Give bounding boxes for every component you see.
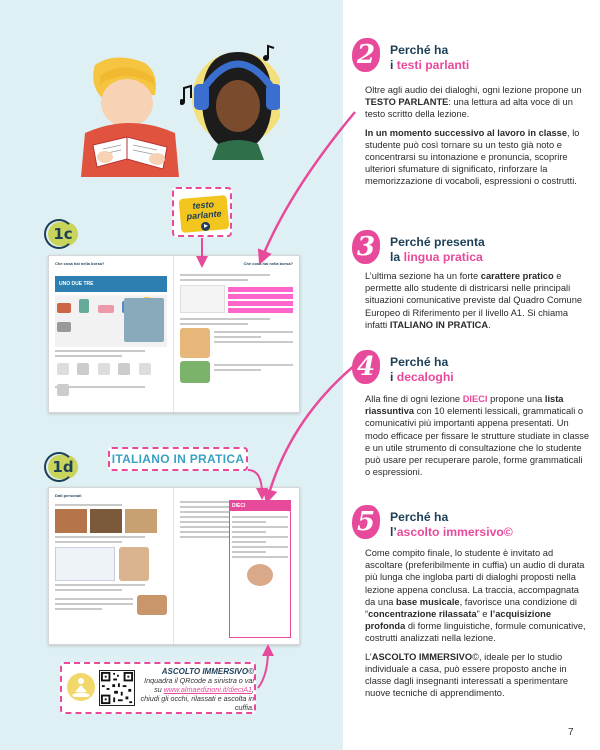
section-number: 4 xyxy=(352,350,380,384)
testo-parlante-sticker xyxy=(179,195,230,233)
meditation-icon xyxy=(66,672,96,704)
book-spread-1d xyxy=(48,487,300,645)
ascolto-line2: , chiudi gli occhi, rilassati e ascolta in cuffia. xyxy=(140,685,254,712)
lesson-badge-1c xyxy=(48,222,78,246)
page-header: Che cosa hai nella borsa? xyxy=(55,261,105,266)
testo-parlante-label: testo parlante xyxy=(186,199,222,222)
paragraph: In un momento successivo al lavoro in classe, lo studente può così tornare su un testo già noto e concentrarsi su intonazione e pronuncia, scoprire ulteriori sfumature di significato, rinforzare la memorizzazione di vocaboli, espressioni o costrutti. xyxy=(365,127,580,187)
title-line2: la xyxy=(390,250,404,264)
section-body xyxy=(365,547,590,705)
page-header: Che cosa hai nella borsa? xyxy=(243,261,293,266)
italiano-in-pratica-callout xyxy=(108,447,248,471)
ascolto-url-link[interactable]: www.almaedizioni.it/dieciA1 xyxy=(163,685,252,694)
italiano-in-pratica-label: ITALIANO IN PRATICA xyxy=(111,452,245,466)
paragraph: Alla fine di ogni lezione DIECI propone una lista riassuntiva con 10 elementi lessicali, grammaticali o comunicativi più importanti appena presentati. Un modo efficace per fissare le strutture studiate in classe e un utile strumento di consultazione che lo studente può usare per recuperare parole, forme grammaticali o espressioni. xyxy=(365,394,590,478)
dieci-box xyxy=(229,500,291,638)
title-line1: Perché presenta xyxy=(390,235,485,249)
spread-page-left xyxy=(49,256,174,412)
book-spread-1c xyxy=(48,255,300,413)
paragraph: Oltre agli audio dei dialoghi, ogni lezione propone un TESTO PARLANTE: una lettura ad alta voce di un testo scritto della lezione. xyxy=(365,85,582,120)
dieci-header: DIECI xyxy=(230,501,290,511)
badge-label: 1c xyxy=(53,225,73,243)
testo-parlante-callout xyxy=(172,187,232,237)
section-number: 2 xyxy=(352,38,380,72)
objects-illustration xyxy=(55,295,167,347)
title-highlight: ascolto immersivo© xyxy=(396,525,513,539)
lesson-badge-1d xyxy=(48,455,78,479)
banner-text: UNO DUE TRE xyxy=(59,281,94,287)
section-body xyxy=(365,393,590,484)
page-banner xyxy=(55,276,167,292)
paragraph: Come compito finale, lo studente è invitato ad ascoltare (preferibilmente in cuffia) un audio di durata più lunga che ingloba parti di dialoghi proposti nella lezione appena conclusa. La traccia, accompagnata da una base musicale, favorisce una condizione di “concentrazione rilassata” e l’acquisizione profonda di forme linguistiche, formule comunicative, costrutti analizzati nella lezione. xyxy=(365,548,586,644)
section-body xyxy=(365,270,590,337)
page-header: Dati personali xyxy=(55,493,82,498)
title-line2: i xyxy=(390,58,397,72)
section-title xyxy=(390,43,469,73)
paragraph: L’ASCOLTO IMMERSIVO©, ideale per lo studio individuale a casa, può essere proposto anche in classe dagli insegnanti interessati a sperimentare nuove tecniche di apprendimento. xyxy=(365,651,569,699)
section-title xyxy=(390,235,485,265)
section-title xyxy=(390,510,513,540)
section-number: 5 xyxy=(352,505,380,539)
title-line1: Perché ha xyxy=(390,355,449,369)
section-body xyxy=(365,84,590,194)
page-number: 7 xyxy=(568,727,574,738)
title-line1: Perché ha xyxy=(390,510,449,524)
paragraph: L’ultima sezione ha un forte carattere pratico e permette allo studente di districarsi nelle principali situazioni comunicative previste dal Quadro Comune Europeo di Riferimento per il livello A1. Si chiama infatti ITALIANO IN PRATICA. xyxy=(365,271,583,330)
ascolto-title: ASCOLTO IMMERSIVO© xyxy=(161,667,254,676)
spread-page-right xyxy=(174,256,299,412)
title-line1: Perché ha xyxy=(390,43,449,57)
boy-reading-illustration xyxy=(75,55,185,180)
title-highlight: testi parlanti xyxy=(396,58,470,72)
girl-headphones-illustration xyxy=(180,40,280,160)
section-title xyxy=(390,355,454,385)
title-line2: l’ xyxy=(390,525,397,539)
spread-page-left xyxy=(49,488,174,644)
spread-page-right xyxy=(174,488,299,644)
title-highlight: lingua pratica xyxy=(403,250,483,264)
play-icon xyxy=(200,222,210,232)
title-line2: i xyxy=(390,370,397,384)
badge-label: 1d xyxy=(52,458,74,476)
ascolto-line1: Inquadra il QRcode a sinistra o vai su xyxy=(144,676,254,694)
section-number: 3 xyxy=(352,230,380,264)
title-highlight: decaloghi xyxy=(396,370,454,384)
ascolto-immersivo-callout xyxy=(60,662,256,714)
ascolto-instructions xyxy=(140,667,254,712)
qr-code[interactable] xyxy=(99,670,135,706)
